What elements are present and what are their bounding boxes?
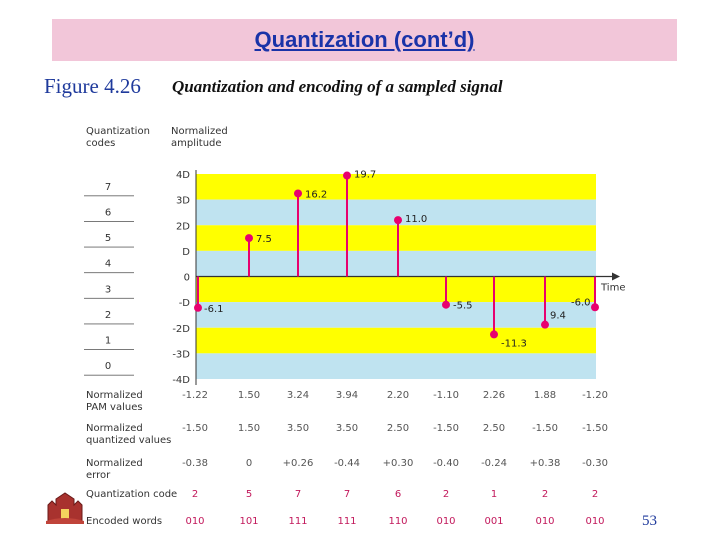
table-cell: 101 <box>239 516 259 527</box>
sample-value-label: 16.2 <box>305 189 328 201</box>
quantization-code-label: 3 <box>104 284 112 296</box>
table-cell: +0.26 <box>282 458 314 469</box>
amplitude-header: amplitude <box>171 138 222 149</box>
amplitude-tick-label: 3D <box>175 195 190 207</box>
table-cell: 2.50 <box>482 423 506 434</box>
table-row-label: Quantization code <box>86 489 178 500</box>
sample-value-label: -6.0 <box>571 297 591 309</box>
quantization-code-label: 4 <box>104 258 112 270</box>
table-row-label: error <box>86 470 111 481</box>
table-cell: 1.88 <box>533 390 557 401</box>
quantization-code-label: 7 <box>104 181 112 193</box>
table-cell: 1.50 <box>237 423 261 434</box>
table-row-label: Normalized <box>86 390 143 401</box>
quantization-code-label: 6 <box>104 207 112 219</box>
table-cell: -1.20 <box>582 390 608 401</box>
table-cell: -1.50 <box>532 423 558 434</box>
table-cell: 3.50 <box>286 423 310 434</box>
amplitude-tick-label: -3D <box>172 349 190 361</box>
table-row-label: quantized values <box>86 435 172 446</box>
sample-value-label: 7.5 <box>256 234 272 246</box>
sample-point <box>490 330 498 338</box>
sample-point <box>294 189 302 197</box>
table-cell: 3.50 <box>335 423 359 434</box>
table-row-label: Encoded words <box>86 516 163 527</box>
sample-value-label: 19.7 <box>354 169 377 181</box>
table-cell: 5 <box>245 489 253 500</box>
table-row-label: Normalized <box>86 423 143 434</box>
amplitude-tick-label: D <box>182 246 190 258</box>
level-band <box>196 251 596 277</box>
level-band <box>196 302 596 328</box>
table-cell: 2.50 <box>386 423 410 434</box>
table-cell: -0.24 <box>481 458 507 469</box>
page-number: 53 <box>642 513 657 529</box>
amplitude-tick-label: 0 <box>183 272 190 284</box>
quantization-code-label: 0 <box>104 361 112 373</box>
table-row-label: Normalized <box>86 458 143 469</box>
level-band <box>196 353 596 379</box>
table-cell: 2 <box>442 489 450 500</box>
table-cell: 010 <box>436 516 456 527</box>
slide-title: Quantization (cont’d) <box>254 27 475 52</box>
university-logo-icon <box>44 491 86 525</box>
table-cell: -0.44 <box>334 458 360 469</box>
quantization-code-label: 1 <box>104 335 112 347</box>
table-cell: 1.50 <box>237 390 261 401</box>
amplitude-tick-label: -D <box>178 298 190 310</box>
sample-value-label: -11.3 <box>501 338 527 350</box>
sample-point <box>343 172 351 180</box>
table-cell: 2.26 <box>482 390 506 401</box>
table-cell: 2 <box>591 489 599 500</box>
sample-point <box>245 234 253 242</box>
table-cell: 111 <box>288 516 308 527</box>
time-arrow-icon <box>612 273 620 281</box>
sample-value-label: -5.5 <box>453 300 473 312</box>
table-cell: 7 <box>343 489 351 500</box>
quantization-code-label: 2 <box>104 309 112 321</box>
codes-header: Quantization <box>86 126 150 137</box>
table-cell: 110 <box>388 516 408 527</box>
table-cell: -1.50 <box>582 423 608 434</box>
table-cell: -0.38 <box>182 458 208 469</box>
table-cell: -1.50 <box>182 423 208 434</box>
table-cell: 2 <box>191 489 199 500</box>
table-row-label: PAM values <box>86 402 143 413</box>
level-band <box>196 174 596 200</box>
sample-value-label: 9.4 <box>550 310 566 322</box>
sample-point <box>194 304 202 312</box>
amplitude-tick-label: 2D <box>175 221 190 233</box>
table-cell: 2.20 <box>386 390 410 401</box>
table-cell: 001 <box>484 516 504 527</box>
amplitude-tick-label: -4D <box>172 375 190 386</box>
quantization-code-label: 5 <box>104 233 112 245</box>
table-cell: -1.50 <box>433 423 459 434</box>
amplitude-header: Normalized <box>171 126 228 137</box>
table-cell: 1 <box>490 489 498 500</box>
amplitude-tick-label: 4D <box>175 170 190 181</box>
level-band <box>196 328 596 354</box>
table-cell: -0.30 <box>582 458 608 469</box>
table-cell: 3.94 <box>335 390 359 401</box>
table-cell: -0.40 <box>433 458 459 469</box>
table-cell: 010 <box>585 516 605 527</box>
codes-header: codes <box>86 138 116 149</box>
figure-caption: Quantization and encoding of a sampled signal <box>172 77 503 96</box>
sample-point <box>541 321 549 329</box>
amplitude-tick-label: -2D <box>172 323 190 335</box>
sample-value-label: -6.1 <box>204 303 224 315</box>
table-cell: 2 <box>541 489 549 500</box>
sample-value-label: 11.0 <box>405 214 428 226</box>
sample-point <box>394 216 402 224</box>
table-cell: -1.22 <box>182 390 208 401</box>
table-cell: +0.38 <box>529 458 561 469</box>
table-cell: 010 <box>535 516 555 527</box>
figure-label: Figure 4.26 <box>44 74 141 98</box>
table-cell: 0 <box>245 458 253 469</box>
time-axis-label: Time <box>601 282 626 294</box>
table-cell: 010 <box>185 516 205 527</box>
table-cell: +0.30 <box>382 458 414 469</box>
sample-point <box>591 303 599 311</box>
table-cell: 111 <box>337 516 357 527</box>
sample-point <box>442 301 450 309</box>
table-cell: 3.24 <box>286 390 310 401</box>
table-cell: -1.10 <box>433 390 459 401</box>
table-cell: 6 <box>394 489 402 500</box>
level-band <box>196 277 596 303</box>
table-cell: 7 <box>294 489 302 500</box>
